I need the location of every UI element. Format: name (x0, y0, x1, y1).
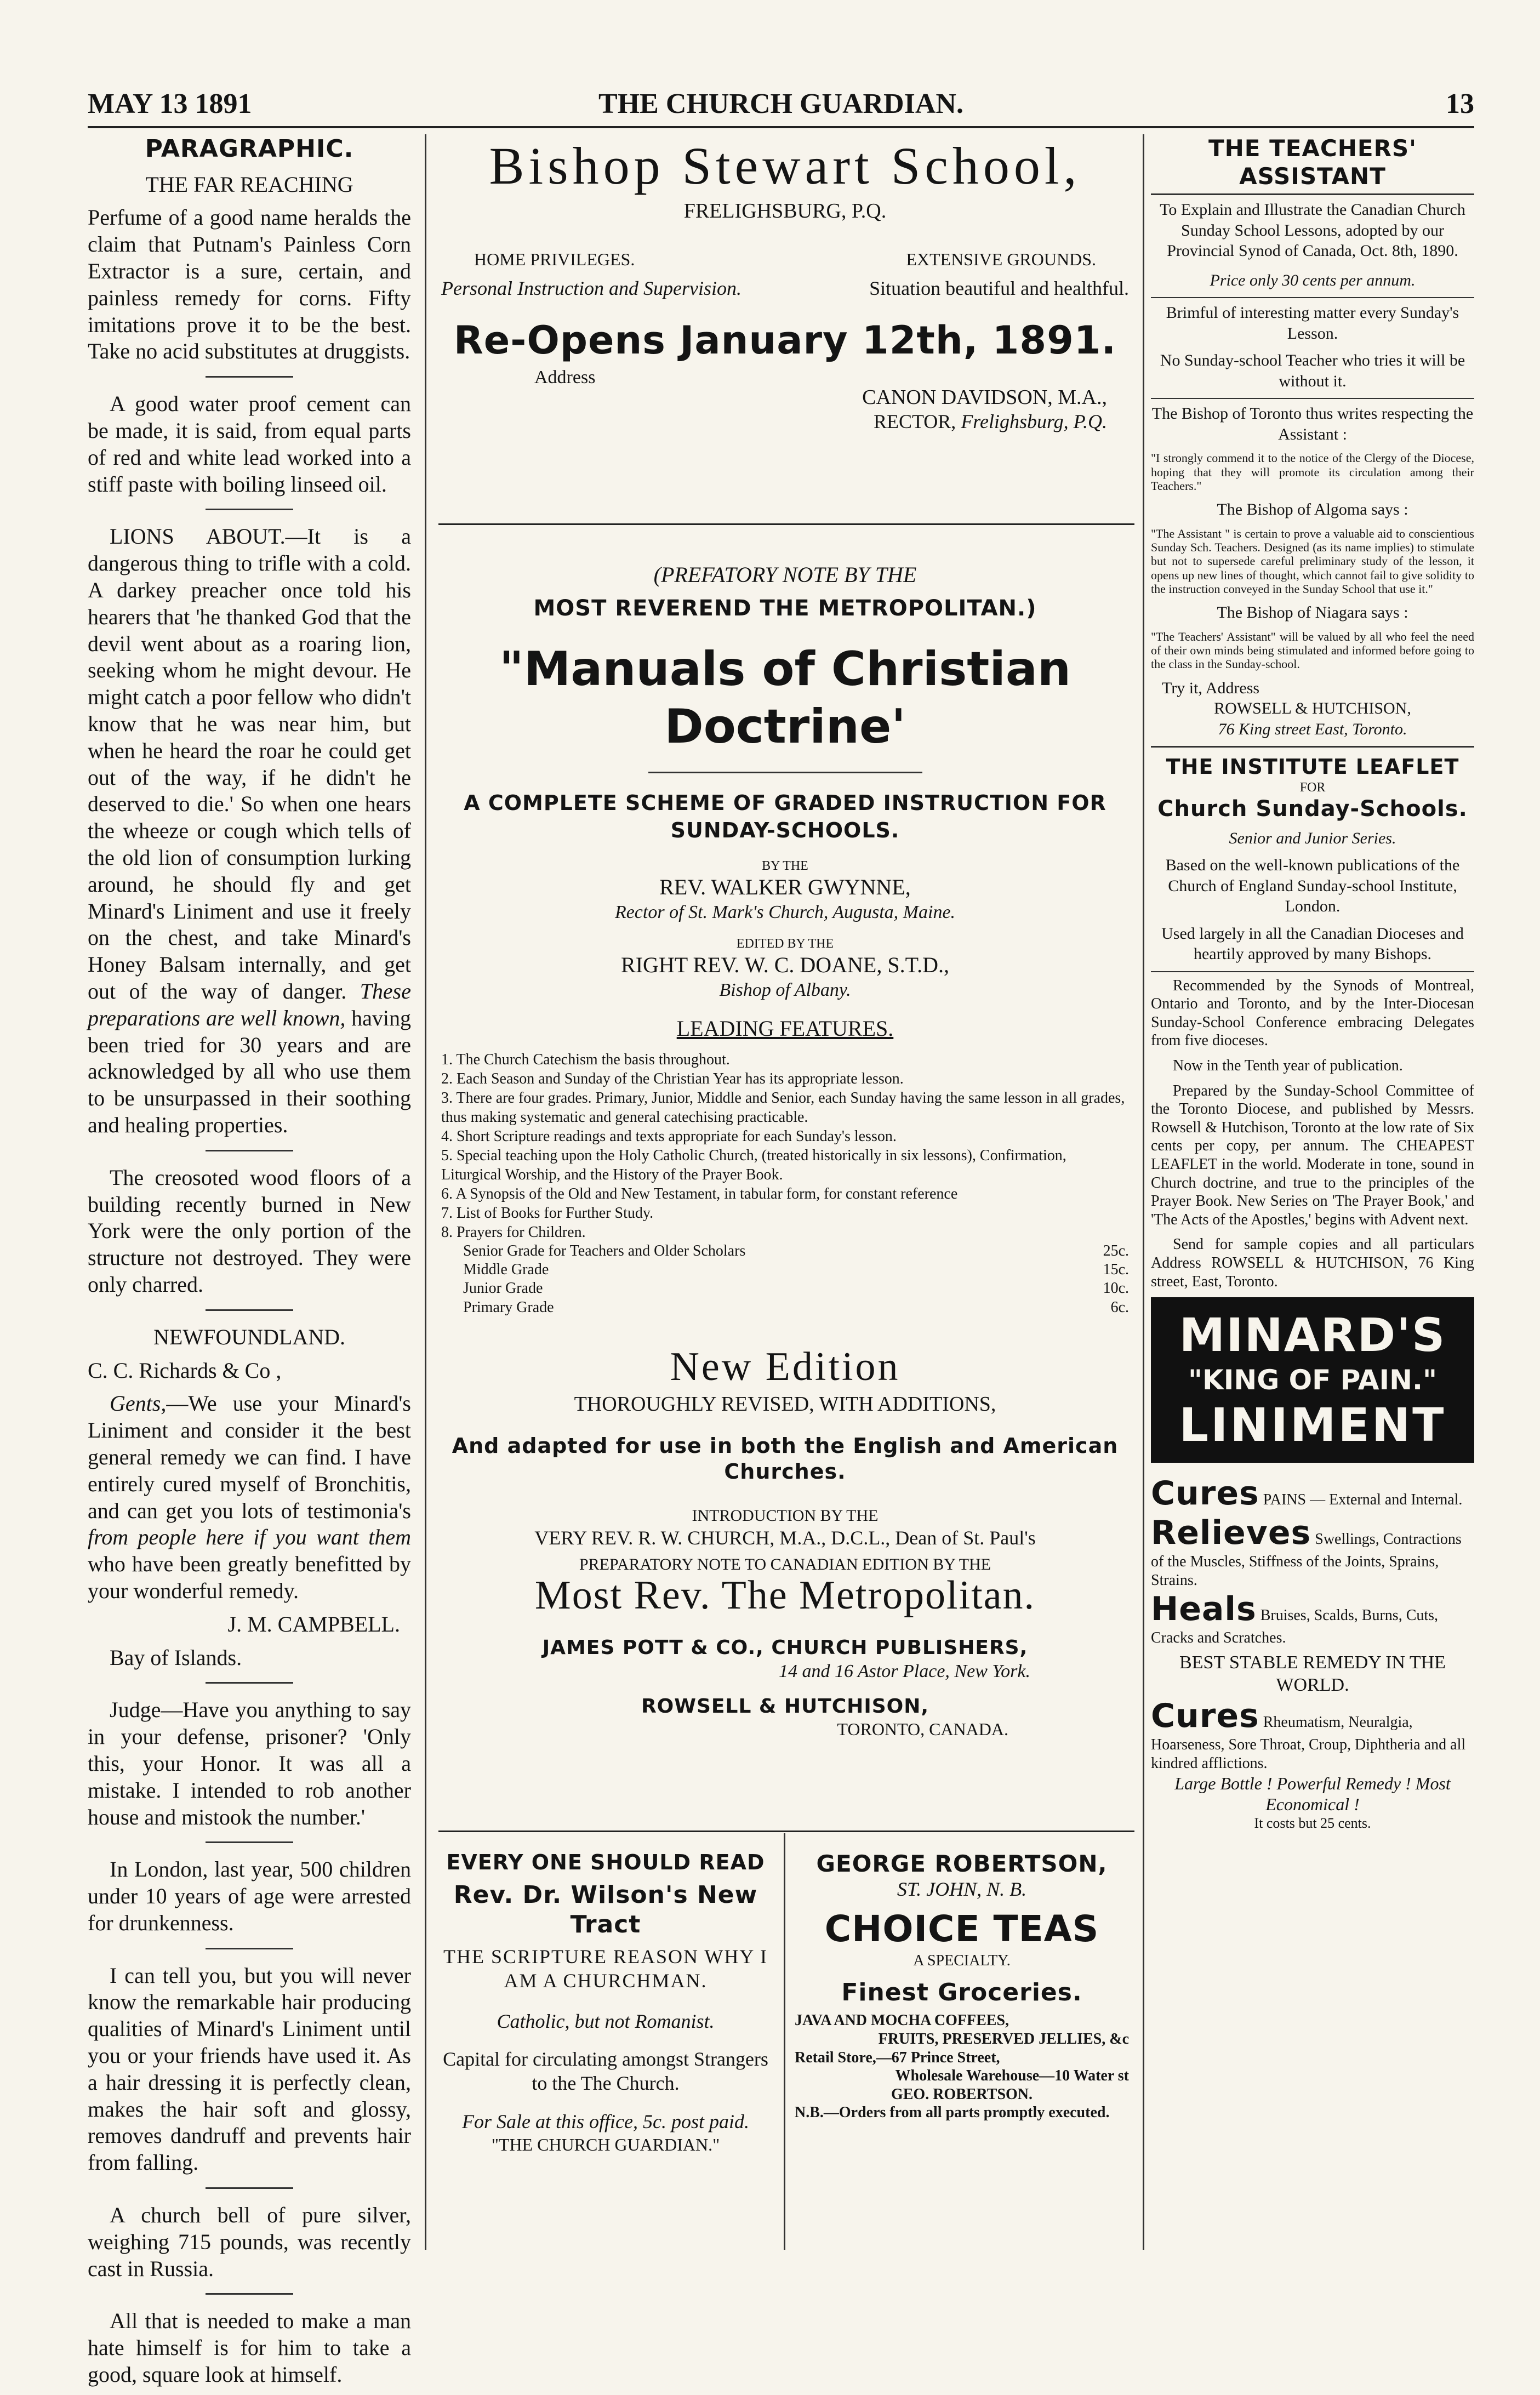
robertson-details (795, 2011, 1129, 2122)
feature-item: 1. The Church Catechism the basis throughout. (441, 1051, 730, 1069)
newfoundland-heading: NEWFOUNDLAND. (153, 1324, 345, 1349)
judge-item: Judge—Have you anything to say in your defense, prisoner? 'Only this, your Honor. It was all a mistake. I intended to rob another house and mistook the number.' (88, 1697, 411, 1829)
school-description (441, 277, 1129, 301)
leaflet-recommended: Recommended by the Synods of Montreal, Ontario and Toronto, and by the Inter-Diocesan Sunday-School Conference embracing Delegates from five dioceses. (1151, 977, 1474, 1050)
tract-capital: Capital for circulating amongst Strangers to the The Church. (443, 2048, 768, 2095)
relieves-line: Relieves Swellings, Contractions of the Muscles, Stiffness of the Joints, Sprains, Strains. (1151, 1514, 1462, 1589)
far-reaching-subheading: THE FAR REACHING (145, 172, 353, 197)
lions-item: LIONS ABOUT.—It is a dangerous thing to trifle with a cold. A darkey preacher once told his hearers that 'he thanked God that the devil went about as a roaring lion, seeking whom he might devour. He might catch a poor fellow who didn't know that he was near him, but when he heard the roar he could get out of the way, if he didn't he deserved to die.' So when one hears the wheeze or cough which tells of the old lion of consumption lurking around, he should fly and get Minard's Liniment and use it freely on the chest, and take Minard's Honey Balsam internally, and get out of the way of danger. These preparations are well known, having been tried for 30 years and are acknowledged by all who use them to be unsurpassed in their soothing and healing properties. (88, 524, 411, 1137)
features-list (441, 1050, 1129, 1317)
author-title: Rector of St. Mark's Church, Augusta, Maine. (614, 902, 956, 923)
tract-tagline: Catholic, but not Romanist. (497, 2010, 715, 2032)
extensive-grounds: EXTENSIVE GROUNDS. (906, 249, 1096, 269)
separator (1151, 971, 1474, 972)
tract-sale: For Sale at this office, 5c. post paid. (462, 2111, 749, 2133)
leaflet-title: Church Sunday-Schools. (1157, 796, 1468, 822)
teachers-heading: THE TEACHERS' ASSISTANT (1208, 135, 1417, 190)
editor-name: RIGHT REV. W. C. DOANE, S.T.D., (621, 952, 949, 977)
teachers-intro: To Explain and Illustrate the Canadian Church Sunday School Lessons, adopted by our Provincial Synod of Canada, Oct. 8th, 1890. (1160, 201, 1465, 260)
address-label: Address (534, 367, 596, 388)
preparatory-note: PREPARATORY NOTE TO CANADIAN EDITION BY THE (579, 1555, 991, 1573)
leaflet-send: Send for sample copies and all particulars Address ROWSELL & HUTCHISON, 76 King street, East, Toronto. (1151, 1236, 1474, 1290)
situation-text: Situation beautiful and healthful. (869, 277, 1129, 299)
most-reverend: MOST REVEREND THE METROPOLITAN.) (533, 595, 1037, 621)
issue-date: MAY 13 1891 (88, 88, 252, 119)
lions-lead: LIONS ABOUT. (110, 524, 286, 549)
minards-liniment: LINIMENT (1179, 1398, 1446, 1452)
hair-item: I can tell you, but you will never know the remarkable hair producing qualities of Minard's Liniment until you or your friends have used it. As a hair dressing it is perfectly clean, makes the hair soft and glossy, removes dandruff and prevents hair from falling. (88, 1963, 411, 2175)
school-location: FRELIGHSBURG, P.Q. (683, 199, 887, 223)
price-row: Primary Grade 6c. (463, 1298, 1129, 1316)
manuals-title: "Manuals of Christian Doctrine' (499, 641, 1071, 754)
robertson-name: GEORGE ROBERTSON, (816, 1850, 1108, 1877)
teachers-price: Price only 30 cents per annum. (1210, 271, 1416, 289)
minards-banner (1151, 1297, 1474, 1463)
try-address: Try it, Address (1162, 678, 1260, 697)
feature-item: 5. Special teaching upon the Holy Catholic Church, (treated historically in six lessons), Confirmation, Liturgical Worship, and the History of the Prayer Book. (441, 1147, 1066, 1184)
algoma-quote: "The Assistant " is certain to prove a valuable aid to conscientious Sunday Sch. Teachers. Designed (as its name implies) to stimulate but not to supersede careful preliminary study of the lesson, it opens up new lines of thought, which cannot fail to give solidity to the instruction conveyed in the Sunday School that use it." (1151, 526, 1474, 596)
adapted-text: And adapted for use in both the English and American Churches. (452, 1434, 1119, 1484)
school-ad (441, 137, 1129, 434)
metropolitan: Most Rev. The Metropolitan. (534, 1573, 1036, 1618)
robertson-line: Wholesale Warehouse—10 Water st (895, 2067, 1129, 2085)
toronto-quote: "I strongly commend it to the notice of the Clergy of the Diocese, hoping that they will promote its circulation among their Teachers." (1151, 451, 1474, 493)
feature-item: 3. There are four grades. Primary, Junior, Middle and Senior, each Sunday having the same lesson in all grades, thus making systematic and general catechising practicable. (441, 1090, 1125, 1126)
agent-name: ROWSELL & HUTCHISON, (641, 1695, 929, 1718)
publisher-address: 14 and 16 Astor Place, New York. (778, 1661, 1030, 1681)
robertson-note: N.B.—Orders from all parts promptly executed. (795, 2104, 1110, 2122)
school-features (441, 249, 1129, 270)
leaflet-for: FOR (1299, 780, 1326, 795)
tract-source: "THE CHURCH GUARDIAN." (491, 2135, 720, 2155)
leaflet-used: Used largely in all the Canadian Dioceses and heartily approved by many Bishops. (1161, 924, 1464, 963)
column-rule-right (1143, 134, 1144, 2250)
separator (206, 509, 293, 510)
teachers-firm: ROWSELL & HUTCHISON, (1214, 699, 1411, 718)
separator (1151, 746, 1474, 748)
no-teacher-text: No Sunday-school Teacher who tries it will be without it. (1160, 351, 1465, 390)
price-row: Junior Grade 10c. (463, 1280, 1129, 1297)
tract-heading: EVERY ONE SHOULD READ (446, 1850, 765, 1874)
niagara-quote: "The Teachers' Assistant" will be valued by all who feel the need of their own minds being stimulated and informed before going to the class in the Sunday-school. (1151, 629, 1474, 671)
manuals-rule (438, 1831, 1134, 1832)
right-column (1151, 134, 1474, 1832)
page-header (88, 82, 1474, 126)
minards-king: "KING OF PAIN." (1188, 1364, 1437, 1396)
prefatory-note: (PREFATORY NOTE BY THE (653, 562, 917, 587)
contact-place: Frelighsburg, P.Q. (961, 410, 1107, 433)
cures-line: Cures PAINS — External and Internal. (1151, 1474, 1463, 1513)
tract-ad (441, 1850, 770, 2156)
by-the: BY THE (762, 859, 808, 874)
separator (206, 1309, 293, 1311)
instruction-text: Personal Instruction and Supervision. (441, 277, 742, 299)
london-item: In London, last year, 500 children under 10 years of age were arrested for drunkenness. (88, 1857, 411, 1935)
separator (648, 772, 922, 773)
leaflet-based: Based on the well-known publications of the Church of England Sunday-school Institute, London. (1165, 856, 1460, 916)
niagara-heading: The Bishop of Niagara says : (1217, 603, 1408, 622)
toronto-heading: The Bishop of Toronto thus writes respecting the Assistant : (1151, 404, 1474, 443)
choice-teas: CHOICE TEAS (824, 1908, 1099, 1951)
edited-by: EDITED BY THE (736, 936, 834, 951)
feature-item: 4. Short Scripture readings and texts appropriate for each Sunday's lesson. (441, 1128, 897, 1145)
page-number: 13 (1446, 88, 1474, 119)
heals-line: Heals Bruises, Scalds, Burns, Cuts, Cracks and Scratches. (1151, 1590, 1439, 1647)
salutation: C. C. Richards & Co , (88, 1358, 282, 1383)
cures2-line: Cures Rheumatism, Neuralgia, Hoarseness, Sore Throat, Croup, Diphtheria and all kindred afflictions. (1151, 1697, 1466, 1772)
leaflet-tenth: Now in the Tenth year of publication. (1173, 1057, 1403, 1075)
editor-title: Bishop of Albany. (719, 979, 851, 1000)
leaflet-heading: THE INSTITUTE LEAFLET (1166, 755, 1459, 779)
newspaper-title: THE CHURCH GUARDIAN. (598, 88, 963, 119)
cement-item: A good water proof cement can be made, it is said, from equal parts of red and white lead worked into a stiff paste with boiling linseed oil. (88, 391, 411, 497)
introduction-by: INTRODUCTION BY THE (692, 1507, 879, 1525)
new-edition: New Edition (670, 1344, 900, 1389)
robertson-line: JAVA AND MOCHA COFFEES, (795, 2012, 1009, 2029)
feature-item: 6. A Synopsis of the Old and New Testament, in tabular form, for constant reference (441, 1185, 958, 1203)
introducer: VERY REV. R. W. CHURCH, M.A., D.C.L., Dean of St. Paul's (534, 1526, 1036, 1549)
minards-brand: MINARD'S (1179, 1308, 1446, 1362)
separator (1151, 297, 1474, 298)
contact-name: CANON DAVIDSON, M.A., (862, 385, 1107, 409)
hate-item: All that is needed to make a man hate himself is for him to take a good, square look at himself. (88, 2308, 411, 2387)
brimful-text: Brimful of interesting matter every Sunday's Lesson. (1166, 304, 1459, 343)
robertson-ad (795, 1850, 1129, 2122)
separator (206, 2293, 293, 2295)
tract-subtitle: THE SCRIPTURE REASON WHY I AM A CHURCHMAN. (443, 1945, 768, 1992)
separator (206, 2187, 293, 2189)
home-privileges: HOME PRIVILEGES. (474, 249, 635, 269)
author-name: REV. WALKER GWYNNE, (659, 875, 911, 900)
separator (206, 1150, 293, 1151)
school-rule (438, 523, 1134, 525)
manuals-ad (441, 562, 1129, 1740)
bottom-middle-rule (784, 1833, 785, 2250)
leaflet-prepared: Prepared by the Sunday-School Committee of the Toronto Diocese, and published by Messrs. Rowsell & Hutchison, Toronto at the low rate of Six cents per copy, per annum. The CHEAPEST LEAFLET in the world. Moderate in tone, sound in Church doctrine, and true to the principles of the Prayer Book. New Series on 'The Prayer Book,' and 'The Acts of the Apostles,' begins with Advent next. (1151, 1082, 1474, 1228)
feature-item: 7. List of Books for Further Study. (441, 1205, 654, 1222)
large-bottle: Large Bottle ! Powerful Remedy ! Most Economical ! (1174, 1773, 1451, 1815)
contact-title: RECTOR, (873, 410, 956, 433)
scheme-text: A COMPLETE SCHEME OF GRADED INSTRUCTION FOR SUNDAY-SCHOOLS. (464, 791, 1106, 842)
cost-line: It costs but 25 cents. (1254, 1815, 1371, 1832)
column-rule-left (425, 134, 426, 2250)
minards-claims (1151, 1474, 1474, 1832)
contact-line (441, 410, 1107, 434)
robertson-line: FRUITS, PRESERVED JELLIES, &c (878, 2031, 1129, 2048)
testimonial: Gents,—We use your Minard's Liniment and consider it the best general remedy we can find. I have entirely cured myself of Bronchitis, and can get you lots of testimonia's from people here if you want them who have been greatly benefitted by your wonderful remedy. (88, 1391, 411, 1603)
features-heading: LEADING FEATURES. (676, 1016, 894, 1041)
robertson-signature: GEO. ROBERTSON. (891, 2085, 1033, 2103)
publisher: JAMES POTT & CO., CHURCH PUBLISHERS, (542, 1636, 1028, 1659)
reopens-notice: Re-Opens January 12th, 1891. (453, 317, 1117, 363)
finest-groceries: Finest Groceries. (841, 1978, 1082, 2006)
school-name: Bishop Stewart School, (489, 136, 1081, 195)
separator (1151, 193, 1474, 195)
robertson-line: Retail Store,—67 Prince Street, (795, 2049, 1000, 2066)
agent-city: TORONTO, CANADA. (837, 1719, 1008, 1740)
feature-item: 2. Each Season and Sunday of the Christian Year has its appropriate lesson. (441, 1070, 904, 1088)
creosoted-item: The creosoted wood floors of a building recently burned in New York were the only portion of the structure not destroyed. They were only charred. (88, 1165, 411, 1297)
price-row: Middle Grade 15c. (463, 1261, 1129, 1279)
teachers-firm-address: 76 King street East, Toronto. (1218, 720, 1407, 738)
robertson-place: ST. JOHN, N. B. (897, 1878, 1027, 1901)
paragraphic-heading: PARAGRAPHIC. (145, 135, 354, 163)
separator (206, 376, 293, 378)
revised-text: THOROUGHLY REVISED, WITH ADDITIONS, (574, 1392, 996, 1416)
paragraphic-column (88, 134, 411, 2395)
header-rule (88, 126, 1474, 128)
tract-title: Rev. Dr. Wilson's New Tract (453, 1881, 758, 1939)
specialty: A SPECIALTY. (913, 1952, 1011, 1969)
separator (206, 1948, 293, 1949)
stable-remedy: BEST STABLE REMEDY IN THE WORLD. (1179, 1652, 1446, 1695)
testimonial-place: Bay of Islands. (110, 1645, 242, 1670)
bell-item: A church bell of pure silver, weighing 715 pounds, was recently cast in Russia. (88, 2203, 411, 2281)
separator (206, 1682, 293, 1684)
price-row: Senior Grade for Teachers and Older Scholars 25c. (463, 1242, 1129, 1260)
testimonial-signature: J. M. CAMPBELL. (227, 1611, 400, 1636)
putnam-item: Perfume of a good name heralds the claim that Putnam's Painless Corn Extractor is a sure, certain, and painless remedy for corns. Fifty imitations prove it to be the best. Take no acid substitutes at druggists. (88, 205, 411, 364)
separator (1151, 398, 1474, 399)
leaflet-series: Senior and Junior Series. (1229, 829, 1396, 847)
feature-item: 8. Prayers for Children. (441, 1224, 586, 1241)
separator (206, 1841, 293, 1843)
algoma-heading: The Bishop of Algoma says : (1217, 500, 1408, 519)
